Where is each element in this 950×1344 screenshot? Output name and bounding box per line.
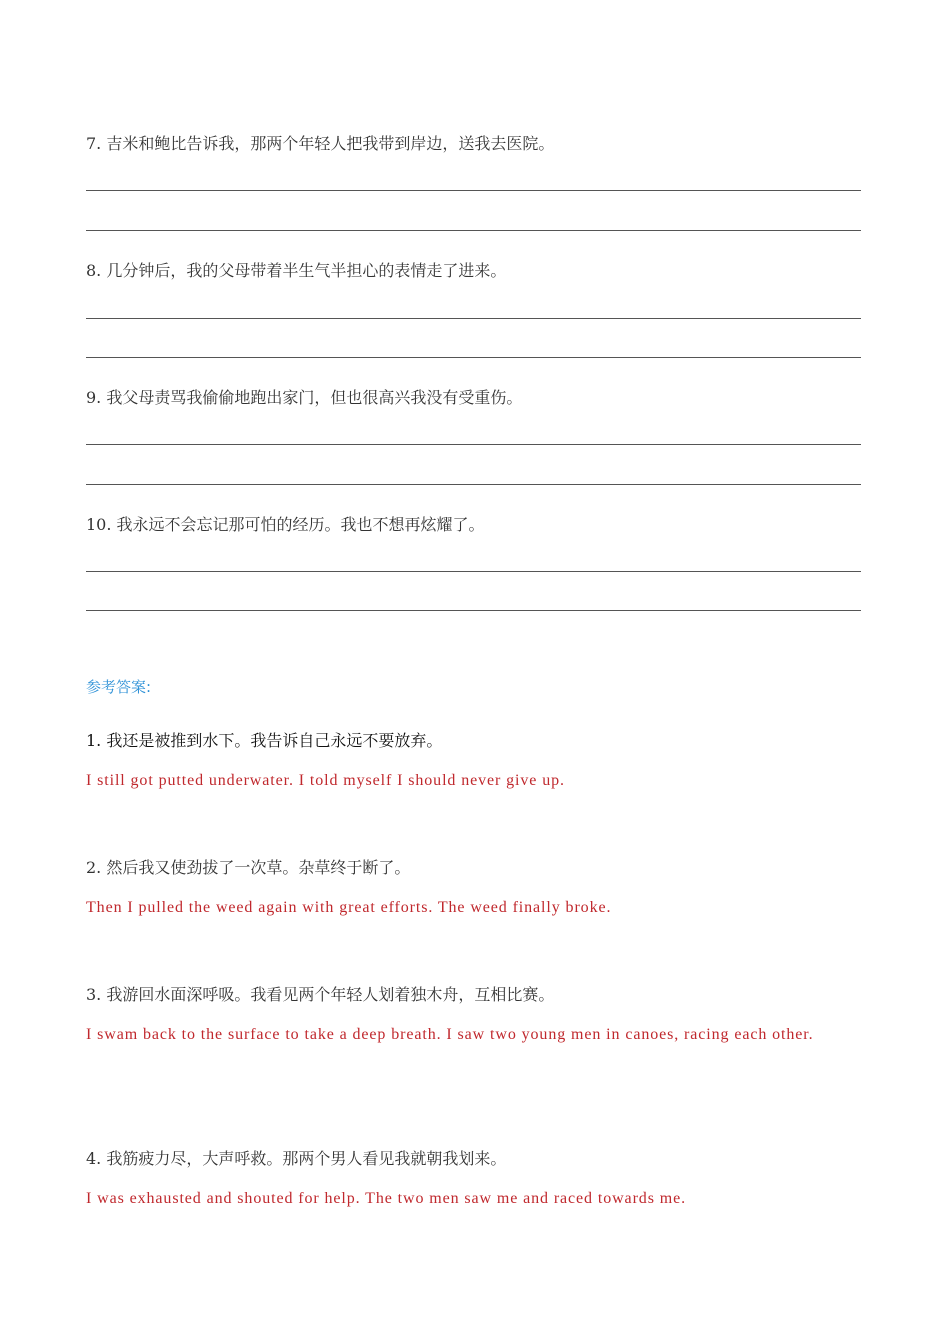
exercise-8-prompt: 8. 几分钟后，我的父母带着半生气半担心的表情走了进来。 — [86, 261, 507, 280]
answer-4-english: I was exhausted and shouted for help. The two men saw me and raced towards me. — [86, 1190, 686, 1207]
exercise-9-prompt: 9. 我父母责骂我偷偷地跑出家门，但也很高兴我没有受重伤。 — [86, 388, 523, 407]
answer-line — [86, 571, 861, 572]
answer-line — [86, 444, 861, 445]
answers-heading: 参考答案: — [86, 678, 152, 696]
answer-line — [86, 318, 861, 319]
answer-3-english: I swam back to the surface to take a deep breath. I saw two young men in canoes, racing each other. — [86, 1026, 814, 1043]
answer-3-chinese: 3. 我游回水面深呼吸。我看见两个年轻人划着独木舟，互相比赛。 — [86, 985, 555, 1004]
answer-line — [86, 484, 861, 485]
answer-1-chinese: 1. 我还是被推到水下。我告诉自己永远不要放弃。 — [86, 731, 443, 750]
exercise-7-prompt: 7. 吉米和鲍比告诉我，那两个年轻人把我带到岸边，送我去医院。 — [86, 134, 555, 153]
answer-2-english: Then I pulled the weed again with great efforts. The weed finally broke. — [86, 899, 612, 916]
exercise-10-prompt: 10. 我永远不会忘记那可怕的经历。我也不想再炫耀了。 — [86, 515, 485, 534]
answer-line — [86, 357, 861, 358]
answer-line — [86, 190, 861, 191]
answer-2-chinese: 2. 然后我又使劲拔了一次草。杂草终于断了。 — [86, 858, 411, 877]
answer-4-chinese: 4. 我筋疲力尽，大声呼救。那两个男人看见我就朝我划来。 — [86, 1149, 507, 1168]
answer-line — [86, 610, 861, 611]
answer-line — [86, 230, 861, 231]
answer-1-english: I still got putted underwater. I told myself I should never give up. — [86, 772, 565, 789]
